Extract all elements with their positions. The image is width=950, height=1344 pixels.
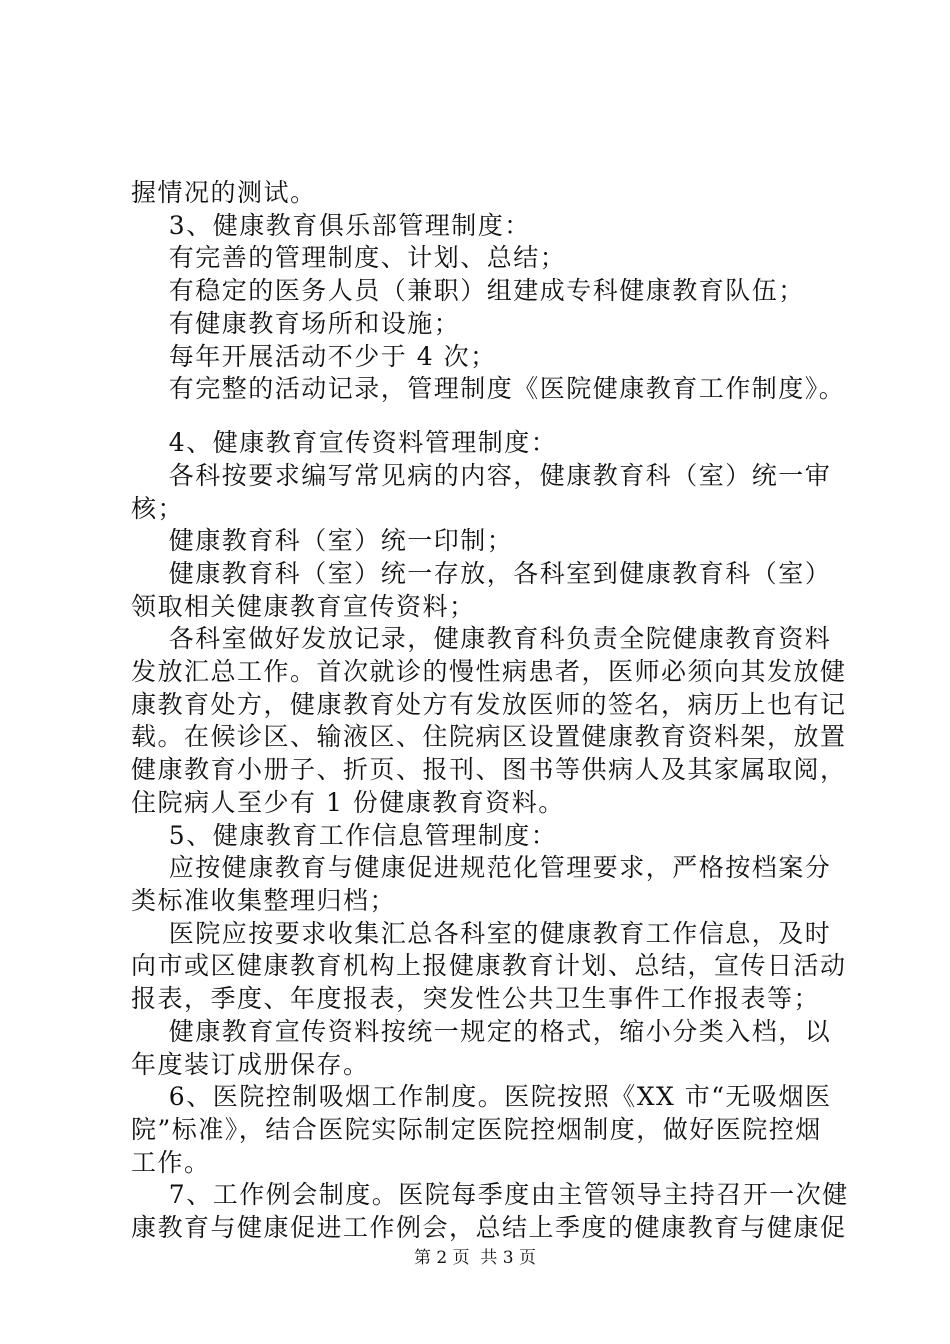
text-line: 健康教育宣传资料按统一规定的格式，缩小分类入档，以 xyxy=(131,1016,832,1046)
text-line: 有稳定的医务人员（兼职）组建成专科健康教育队伍； xyxy=(131,276,805,306)
text-line: 应按健康教育与健康促进规范化管理要求，严格按档案分 xyxy=(131,853,832,883)
text-line: 健康教育科（室）统一存放，各科室到健康教育科（室） xyxy=(131,558,832,588)
text-line: 领取相关健康教育宣传资料； xyxy=(131,591,476,621)
text-line: 院”标准》，结合医院实际制定医院控烟制度，做好医院控烟 xyxy=(131,1114,822,1144)
section-heading-6: 6、医院控制吸烟工作制度。医院按照《XX 市“无吸烟医 xyxy=(131,1082,832,1112)
text-line: 类标准收集整理归档； xyxy=(131,886,397,916)
text-line: 报表，季度、年度报表，突发性公共卫生事件工作报表等； xyxy=(131,984,821,1014)
text-line: 健康教育科（室）统一印制； xyxy=(131,526,514,556)
text-line: 核； xyxy=(131,493,185,523)
text-line: 载。在候诊区、输液区、住院病区设置健康教育资料架，放置 xyxy=(131,722,847,752)
text-line: 康教育与健康促进工作例会，总结上季度的健康教育与健康促 xyxy=(131,1213,847,1243)
section-heading-5: 5、健康教育工作信息管理制度： xyxy=(131,820,558,850)
text-line: 有完善的管理制度、计划、总结； xyxy=(131,243,567,273)
text-line: 向市或区健康教育机构上报健康教育计划、总结，宣传日活动 xyxy=(131,951,847,981)
section-heading-7: 7、工作例会制度。医院每季度由主管领导主持召开一次健 xyxy=(131,1180,849,1210)
text-line: 年度装订成册保存。 xyxy=(131,1049,370,1079)
text-line: 住院病人至少有 1 份健康教育资料。 xyxy=(131,787,565,817)
text-line: 每年开展活动不少于 4 次； xyxy=(131,341,497,371)
text-line: 健康教育小册子、折页、报刊、图书等供病人及其家属取阅， xyxy=(131,755,847,785)
section-heading-4: 4、健康教育宣传资料管理制度： xyxy=(131,428,558,458)
text-line: 有完整的活动记录，管理制度《医院健康教育工作制度》。 xyxy=(131,374,846,404)
page-footer: 第 2 页 共 3 页 xyxy=(413,1248,537,1268)
text-line: 康教育处方，健康教育处方有发放医师的签名，病历上也有记 xyxy=(131,689,847,719)
text-line: 各科室做好发放记录，健康教育科负责全院健康教育资料 xyxy=(131,624,832,654)
text-line: 医院应按要求收集汇总各科室的健康教育工作信息，及时 xyxy=(131,918,832,948)
text-line: 有健康教育场所和设施； xyxy=(131,308,461,338)
text-line: 握情况的测试。 xyxy=(131,178,317,207)
text-line: 各科按要求编写常见病的内容，健康教育科（室）统一审 xyxy=(131,460,832,490)
text-line: 发放汇总工作。首次就诊的慢性病患者，医师必须向其发放健 xyxy=(131,657,847,687)
section-heading-3: 3、健康教育俱乐部管理制度： xyxy=(131,210,531,240)
text-line: 工作。 xyxy=(131,1147,211,1177)
